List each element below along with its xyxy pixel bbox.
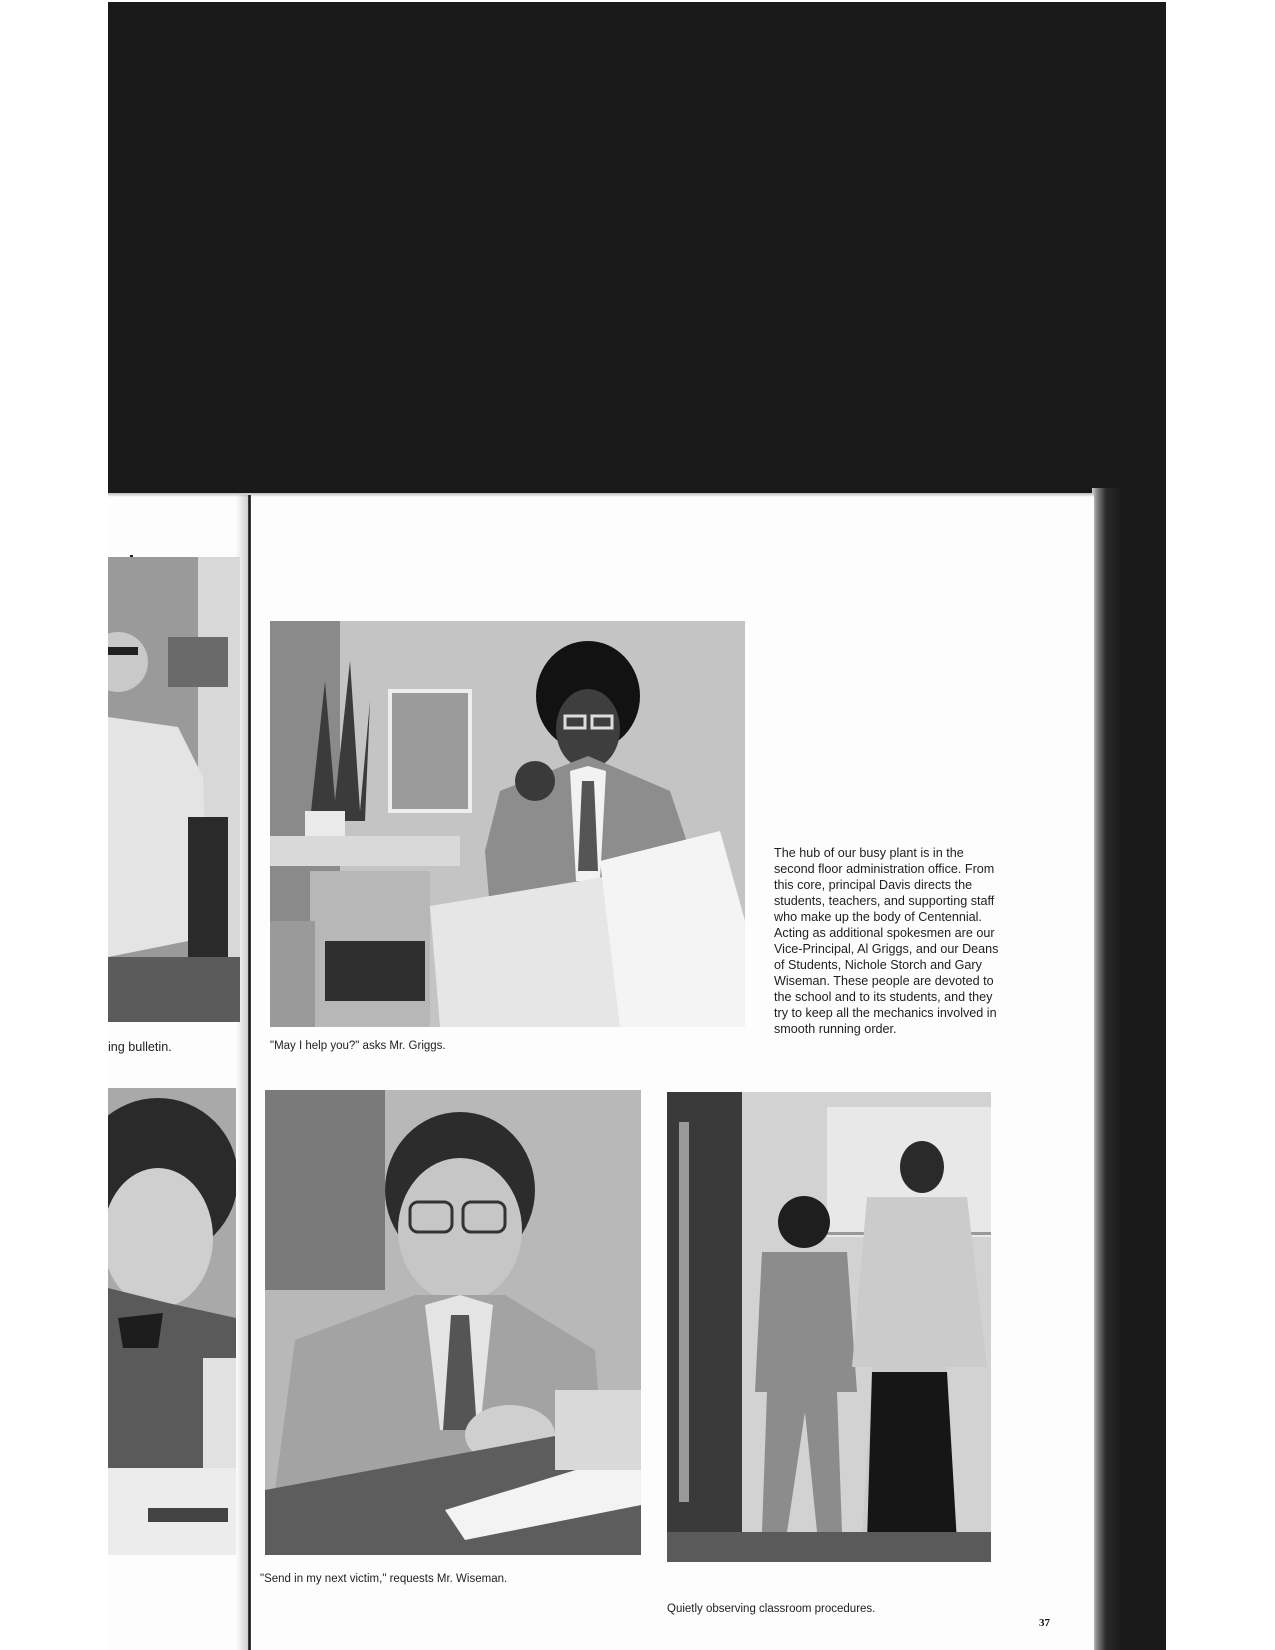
caption-griggs: "May I help you?" asks Mr. Griggs. [270,1040,446,1052]
photo-mr-wiseman [265,1090,641,1555]
caption-wiseman: "Send in my next victim," requests Mr. Wiseman. [260,1573,508,1585]
photo-mr-griggs [270,621,745,1027]
scanner-background [108,2,1166,495]
photo-left-top-cropped [108,557,240,1022]
body-paragraph: The hub of our busy plant is in the second floor administration office. From this core, principal Davis directs the students, teachers, and supporting staff who make up the body of Centennial. Acting as additional spokesmen are our Vice-Principal, Al Griggs, and our Deans of Students, Nichole Storch and Gary Wiseman. These people are devoted to the school and to its students, and they try to keep all the mechanics involved in smooth running order. [774,846,999,1036]
book-gutter [248,495,251,1650]
caption-hallway: Quietly observing classroom procedures. [667,1603,876,1615]
page-number: 37 [1039,1617,1050,1629]
page-top-edge [108,493,1094,497]
caption-left-cropped: ing bulletin. [108,1040,172,1054]
book-edge-shadow [1092,488,1166,1650]
photo-hallway [667,1092,991,1562]
photo-left-bottom-cropped [108,1088,236,1555]
